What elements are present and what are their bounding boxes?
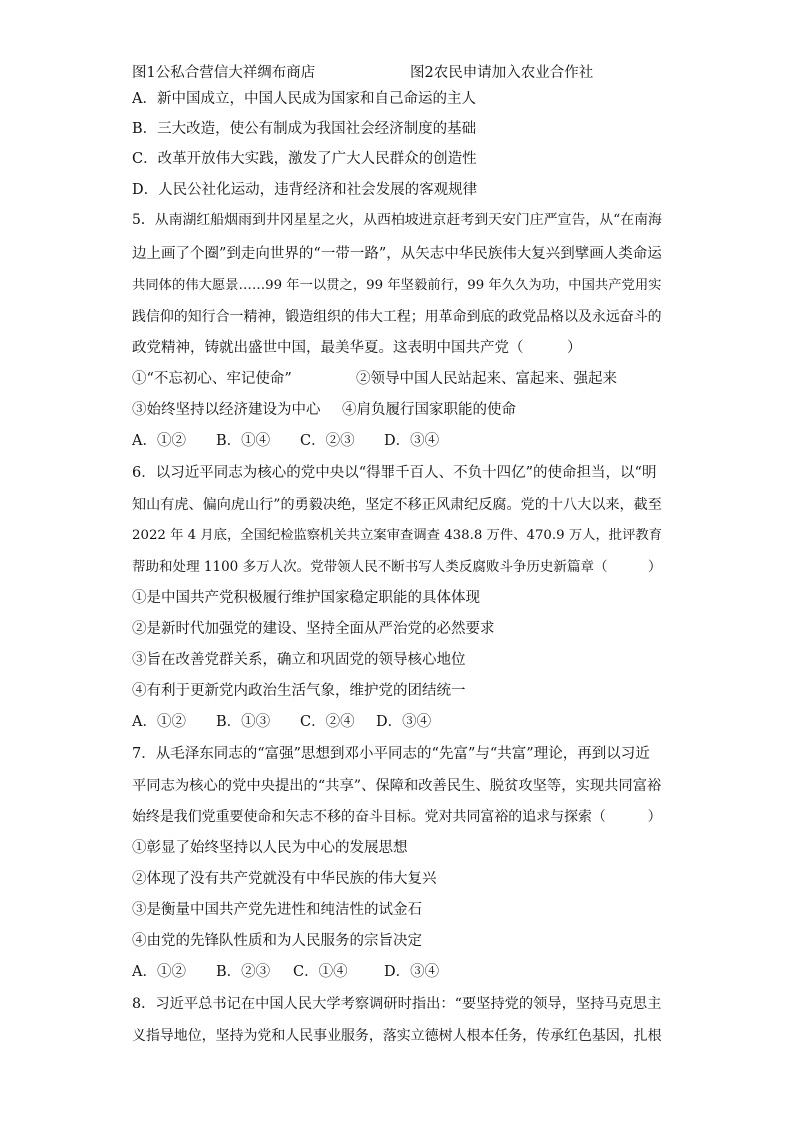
q5-stem-line: 5．从南湖红船烟雨到井冈星星之火，从西柏坡进京赶考到天安门庄严宣告，从“在南海 [132, 212, 662, 228]
q6-item-4: ④有利于更新党内政治生活气象，维护党的团结统一 [132, 683, 466, 699]
q6-item-2: ②是新时代加强党的建设、坚持全面从严治党的必然要求 [132, 621, 495, 637]
q5-item-2: ②领导中国人民站起来、富起来、强起来 [356, 371, 617, 387]
q7-stem-line: 始终是我们党重要使命和矢志不移的奋斗目标。党对共同富裕的追求与探索（ ） [132, 809, 662, 825]
q8-stem-line: 义指导地位，坚持为党和人民事业服务，落实立德树人根本任务，传承红色基因，扎根 [132, 1028, 662, 1044]
q6-choice-b: B．①③ [216, 714, 271, 730]
q6-choice-c: C．②④ [300, 714, 355, 730]
q7-choice-c: C．①④ [293, 964, 348, 980]
q4-option-c: C．改革开放伟大实践，激发了广大人民群众的创造性 [132, 151, 477, 167]
q5-item-1: ①“不忘初心、牢记使命” [132, 371, 292, 387]
q4-option-a: A．新中国成立，中国人民成为国家和自己命运的主人 [132, 91, 476, 107]
q6-stem-line: 2022 年 4 月底，全国纪检监察机关共立案审查调查 438.8 万件、470.9 万人，批评教育 [132, 528, 663, 543]
q7-stem-line: 7．从毛泽东同志的“富强”思想到邓小平同志的“先富”与“共富”理论，再到以习近 [132, 746, 650, 762]
q6-stem-line: 帮助和处理 1100 多万人次。党带领人民不断书写人类反腐败斗争历史新篇章（ ） [132, 559, 662, 575]
q7-choice-a: A．①② [132, 964, 186, 980]
q5-choice-a: A．①② [132, 433, 186, 449]
q4-option-d: D．人民公社化运动，违背经济和社会发展的客观规律 [132, 182, 478, 198]
q5-stem-line: 边上画了个圈”到走向世界的“一带一路”，从矢志中华民族伟大复兴到擘画人类命运 [132, 246, 662, 262]
q7-item-2: ②体现了没有共产党就没有中华民族的伟大复兴 [132, 871, 437, 887]
q5-stem-line: 政党精神，铸就出盛世中国，最美华夏。这表明中国共产党（ ） [132, 340, 582, 356]
q7-item-1: ①彰显了始终坚持以人民为中心的发展思想 [132, 840, 408, 856]
q7-choice-b: B．②③ [216, 964, 271, 980]
q6-stem-line: 6．以习近平同志为核心的党中央以“得罪千百人、不负十四亿”的使命担当，以“明 [132, 465, 657, 481]
q5-choice-d: D．③④ [384, 433, 440, 449]
q5-item-3: ③始终坚持以经济建设为中心 [132, 402, 321, 418]
figure-2-caption: 图2农民申请加入农业合作社 [410, 65, 594, 81]
q5-stem-line: 践信仰的知行合一精神，锻造组织的伟大工程；用革命到底的政党品格以及永远奋斗的 [132, 309, 662, 325]
q7-item-4: ④由党的先锋队性质和为人民服务的宗旨决定 [132, 933, 422, 949]
q7-choice-d: D．③④ [384, 964, 440, 980]
q5-choice-b: B．①④ [216, 433, 271, 449]
q6-item-3: ③旨在改善党群关系，确立和巩固党的领导核心地位 [132, 652, 466, 668]
q5-stem-line: 共同体的伟大愿景……99 年一以贯之，99 年坚毅前行，99 年久久为功，中国共产党用实 [132, 278, 662, 293]
q6-item-1: ①是中国共产党积极履行维护国家稳定职能的具体体现 [132, 590, 480, 606]
q6-choice-a: A．①② [132, 714, 186, 730]
q4-option-b: B．三大改造，使公有制成为我国社会经济制度的基础 [132, 121, 477, 137]
q5-item-4: ④肩负履行国家职能的使命 [342, 402, 516, 418]
q5-choice-c: C．②③ [300, 433, 355, 449]
figure-1-caption: 图1公私合营信大祥绸布商店 [132, 65, 316, 81]
q7-item-3: ③是衡量中国共产党先进性和纯洁性的试金石 [132, 902, 422, 918]
q6-stem-line: 知山有虎、偏向虎山行”的勇毅决绝，坚定不移正风肃纪反腐。党的十八大以来，截至 [132, 497, 662, 513]
q6-choice-d: D．③④ [376, 714, 432, 730]
q8-stem-line: 8．习近平总书记在中国人民大学考察调研时指出：“要坚持党的领导，坚持马克思主 [132, 996, 662, 1012]
q7-stem-line: 平同志为核心的党中央提出的“共享”、保障和改善民生、脱贫攻坚等，实现共同富裕 [132, 778, 662, 794]
